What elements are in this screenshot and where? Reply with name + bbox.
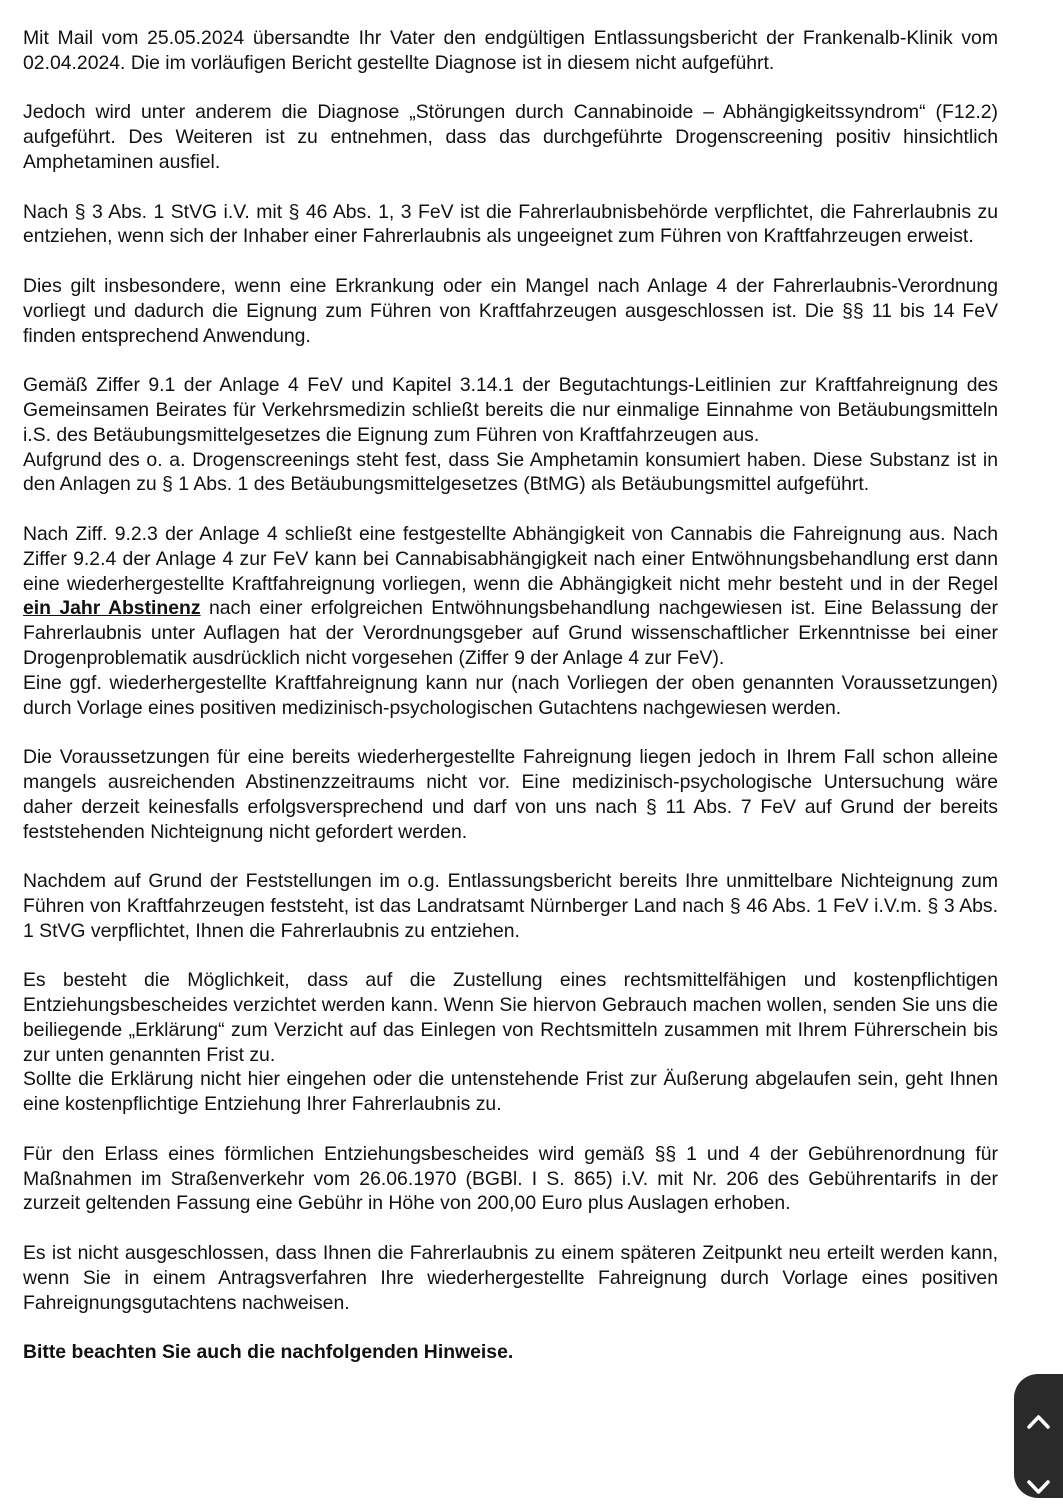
paragraph-anlage-4: Dies gilt insbesondere, wenn eine Erkrankung oder ein Mangel nach Anlage 4 der Fahrerlaubnis-Verordnung vorliegt und dadurch die Eignung zum Führen von Kraftfahrzeugen ausgeschlossen ist. Die §§ 11 bis 14 FeV finden entsprechend Anwendung. — [23, 274, 998, 347]
scroll-navigation — [1014, 1374, 1063, 1498]
chevron-down-icon — [1026, 1474, 1051, 1499]
paragraph-diagnose: Jedoch wird unter anderem die Diagnose „Störungen durch Cannabinoide – Abhängigkeitssyndrom“ (F12.2) aufgeführt. Des Weiteren ist zu entnehmen, dass das durchgeführte Drogenscreening positiv hinsichtlich Amphetaminen ausfiel. — [23, 101, 998, 173]
paragraph-text-before: Nach Ziff. 9.2.3 der Anlage 4 schließt eine festgestellte Abhängigkeit von Cannabis die Fahreignung aus. Nach Ziffer 9.2.4 der Anlage 4 zur FeV kann bei Cannabisabhängigkeit nach einer Entwöhnungsbehandlung erst dann eine wiederhergestellte Kraftfahreignung vorliegen, wenn die Abhängigkeit nicht mehr besteht und in der Regel — [23, 522, 998, 595]
paragraph-verzicht: Es besteht die Möglichkeit, dass auf die Zustellung eines rechtsmittelfähigen und kostenpflichtigen Entziehungsbescheides verzichtet werden kann. Wenn Sie hiervon Gebrauch machen wollen, senden Sie uns die beiliegende „Erklärung“ zum Verzicht auf das Einlegen von Rechtsmitteln zusammen mit Ihrem Führerschein bis zur unten genannten Frist zu. — [23, 969, 998, 1066]
paragraph-cannabisabhaengigkeit — [23, 522, 998, 671]
paragraph-abstinenzzeitraum: Die Voraussetzungen für eine bereits wiederhergestellte Fahreignung liegen jedoch in Ihrem Fall schon alleine mangels ausreichenden Abstinenzzeitraums nicht vor. Eine medizinisch-psychologische Untersuchung wäre daher derzeit keinesfalls erfolgsversprechend und darf von uns nach § 11 Abs. 7 FeV auf Grund der bereits feststehenden Nichteignung nicht gefordert werden. — [23, 746, 998, 843]
paragraph-entlassungsbericht: Mit Mail vom 25.05.2024 übersandte Ihr Vater den endgültigen Entlassungsbericht der Frankenalb-Klinik vom 02.04.2024. Die im vorläufigen Bericht gestellte Diagnose ist in diesem nicht aufgeführt. — [23, 27, 998, 74]
paragraph-gebuehr: Für den Erlass eines förmlichen Entziehungsbescheides wird gemäß §§ 1 und 4 der Gebührenordnung für Maßnahmen im Straßenverkehr vom 26.06.1970 (BGBl. I S. 865) i.V. mit Nr. 206 des Gebührentarifs in der zurzeit geltenden Fassung eine Gebühr in Höhe von 200,00 Euro plus Auslagen erhoben. — [23, 1142, 998, 1215]
paragraph-frist: Sollte die Erklärung nicht hier eingehen oder die untenstehende Frist zur Äußerung abgelaufen sein, geht Ihnen eine kostenpflichtige Entziehung Ihrer Fahrerlaubnis zu. — [23, 1068, 998, 1116]
scroll-down-button[interactable] — [1014, 1466, 1063, 1506]
abstinence-highlight: ein Jahr Abstinenz — [23, 597, 201, 620]
paragraph-nichteignung: Nachdem auf Grund der Feststellungen im o.g. Entlassungsbericht bereits Ihre unmittelbare Nichteignung zum Führen von Kraftfahrzeugen feststeht, ist das Landratsamt Nürnberger Land nach § 46 Abs. 1 FeV i.V.m. § 3 Abs. 1 StVG verpflichtet, Ihnen die Fahrerlaubnis zu entziehen. — [23, 870, 998, 942]
paragraph-mpu-nachweis: Eine ggf. wiederhergestellte Kraftfahreignung kann nur (nach Vorliegen der oben genannten Voraussetzungen) durch Vorlage eines positiven medizinisch-psychologischen Gutachtens nachgewiesen werden. — [23, 671, 998, 719]
paragraph-rechtsgrundlage: Nach § 3 Abs. 1 StVG i.V. mit § 46 Abs. 1, 3 FeV ist die Fahrerlaubnisbehörde verpflichtet, die Fahrerlaubnis zu entziehen, wenn sich der Inhaber einer Fahrerlaubnis als ungeeignet zum Führen von Kraftfahrzeugen erweist. — [23, 200, 998, 248]
chevron-up-icon — [1026, 1410, 1051, 1435]
document-body — [23, 26, 998, 1365]
scroll-up-button[interactable] — [1014, 1402, 1063, 1442]
paragraph-ziffer-9-1: Gemäß Ziffer 9.1 der Anlage 4 FeV und Kapitel 3.14.1 der Begutachtungs-Leitlinien zur Kraftfahreignung des Gemeinsamen Beirates für Verkehrsmedizin schließt bereits die nur einmalige Einnahme von Betäubungsmitteln i.S. des Betäubungsmittelgesetzes die Eignung zum Führen von Kraftfahrzeugen aus. — [23, 374, 998, 446]
paragraph-amphetamin: Aufgrund des o. a. Drogenscreenings steht fest, dass Sie Amphetamin konsumiert haben. Diese Substanz ist in den Anlagen zu § 1 Abs. 1 des Betäubungsmittelgesetzes (BtMG) als Betäubungsmittel aufgeführt. — [23, 448, 998, 496]
paragraph-neuerteilung: Es ist nicht ausgeschlossen, dass Ihnen die Fahrerlaubnis zu einem späteren Zeitpunkt neu erteilt werden kann, wenn Sie in einem Antragsverfahren Ihre wiederhergestellte Fahreignung durch Vorlage eines positiven Fahreignungsgutachtens nachweisen. — [23, 1242, 998, 1314]
closing-note: Bitte beachten Sie auch die nachfolgenden Hinweise. — [23, 1341, 514, 1364]
paragraph-text-after: nach einer erfolgreichen Entwöhnungsbehandlung nachgewiesen ist. Eine Belassung der Fahrerlaubnis unter Auflagen hat der Verordnungsgeber auf Grund wissenschaftlicher Erkenntnisse bei einer Drogenproblematik ausdrücklich nicht vorgesehen (Ziffer 9 der Anlage 4 zur FeV). — [23, 597, 998, 669]
